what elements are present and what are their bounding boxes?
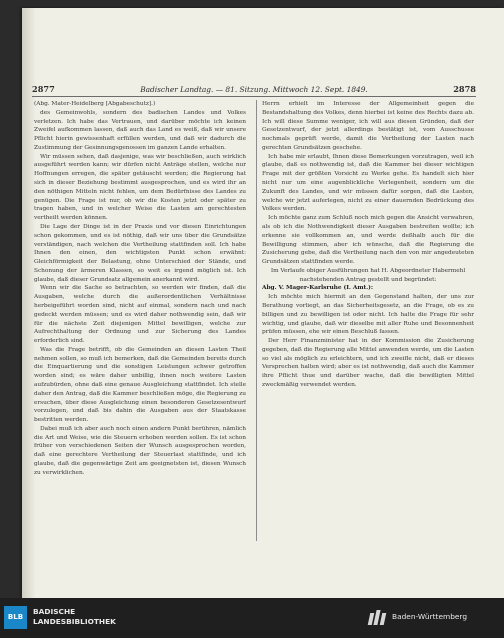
paragraph: Ich möchte mich hiermit an den Gegenstand halten, der uns zur Berathung vorliegt, an das Sicherheitsgesetz, an die Frage, ob es zu billigen und zu bewilligen ist oder nicht. Ich halte die Frage für sehr wichtig, und glaube, daß wir dieselbe mit aller Ruhe und Besonnenheit prüfen müssen, ehe wir einen Beschluß fassen. [262, 294, 474, 336]
motion-intro: Im Verlaufe obiger Ausführungen hat H. Abgeordneter Habermehl nachstehenden Antrag gestellt und begründet: [270, 267, 466, 283]
running-title: Badischer Landtag. — 81. Sitzung. Mittwoch 12. Sept. 1849. [140, 85, 368, 94]
speaker-heading: Abg. V. Mager-Karlsruhe (I. Amt.): [262, 285, 373, 292]
left-page-number: 2877 [32, 84, 55, 94]
speaker-line: (Abg. Mater-Heidelberg [Abgabeschutz].) [34, 101, 156, 107]
blb-logo[interactable]: BLB [4, 606, 27, 629]
paragraph: Der Herr Finanzminister hat in der Kommission die Zusicherung gegeben, daß die Regierung alle Mittel anwenden werde, um die Lasten so viel als möglich zu erleichtern, und ich zweifle nicht, daß er dieses Versprechen halten wird; aber es ist nothwendig, daß auch die Kammer ihre Pflicht thue und darüber wache, daß die bewilligten Mittel zweckmäßig verwendet werden. [262, 338, 474, 388]
paragraph: Wir müssen sehen, daß dasjenige, was wir beschließen, auch wirklich ausgeführt werden kann; wir dürfen nicht Anträge stellen, welche nur Hoffnungen erregen, die später getäuscht werden; die Regierung hat sich in dieser Beziehung bestimmt ausgesprochen, und es wird ihr an den nöthigen Mitteln nicht fehlen, um dem Bedürfnisse des Landes zu genügen. Die Frage ist nur, ob wir die Kosten jetzt oder später zu tragen haben, und in welcher Weise die Lasten am gerechtesten vertheilt werden können. [34, 153, 246, 222]
library-name-line2: LANDESBIBLIOTHEK [33, 617, 116, 626]
header-rule [32, 96, 476, 97]
right-page-number: 2878 [453, 84, 476, 94]
paragraph: Wenn wir die Sache so betrachten, so werden wir finden, daß die Ausgaben, welche durch die außerordentlichen Verhältnisse herbeigeführt worden sind, nicht auf einmal, sondern nach und nach gedeckt werden müssen; und es wird daher nothwendig sein, daß wir für die nächste Zeit diejenigen Mittel bewilligen, welche zur Aufrechthaltung der Ordnung und zur Sicherung des Landes erforderlich sind. [34, 285, 246, 345]
paragraph: Dabei muß ich aber auch noch einen andern Punkt berühren, nämlich die Art und Weise, wie die Steuern erhoben werden sollen. Es ist schon früher von verschiedenen Seiten der Wunsch ausgesprochen worden, daß eine gerechtere Vertheilung der Steuerlast stattfinde, und ich glaube, daß die gegenwärtige Zeit am geeignetsten ist, diesen Wunsch zu verwirklichen. [34, 425, 246, 476]
left-text-column [34, 100, 246, 542]
column-divider [256, 100, 257, 541]
paragraph: Ich habe mir erlaubt, Ihnen diese Bemerkungen vorzutragen, weil ich glaube, daß es nothwendig ist, daß die Kammer bei dieser wichtigen Frage mit der größten Vorsicht zu Werke gehe. Es handelt sich hier nicht nur um eine augenblickliche Verlegenheit, sondern um die Zukunft des Landes, und wir müssen dafür sorgen, daß die Lasten, welche wir jetzt auferlegen, nicht zu einer dauernden Bedrückung des Volkes werden. [262, 153, 474, 213]
paragraph: Die Lage der Dinge ist in der Praxis und vor diesen Einrichtungen schon gekommen, und es ist nöthig, daß wir uns über die Grundsätze verständigen, nach welchen die Vertheilung stattfinden soll. Ich habe Ihnen den einen, den wichtigsten Punkt schon erwähnt: Gleichförmigkeit der Belastung, ohne Unterschied der Stände, und Schonung der ärmeren Klassen, so weit es irgend möglich ist. Ich glaube, daß dieser Grundsatz allgemein anerkannt wird. [34, 223, 246, 283]
library-name[interactable] [33, 607, 116, 627]
baden-wuerttemberg-emblem-icon [369, 609, 387, 625]
paragraph: Ich möchte ganz zum Schluß noch mich gegen die Ansicht verwahren, als ob ich die Nothwendigkeit dieser Ausgaben bestreiten wollte; ich erkenne sie vollkommen an, und werde deßhalb auch für die Bewilligung stimmen, aber ich wünsche, daß die Regierung die Zusicherung gebe, daß die Vertheilung nach den von mir angedeuteten Grundsätzen stattfinden werde. [262, 215, 474, 266]
right-text-column [262, 100, 474, 542]
state-name[interactable]: Baden-Württemberg [392, 612, 468, 621]
paragraph: Was die Frage betrifft, ob die Gemeinden an diesen Lasten Theil nehmen sollen, so muß ich bemerken, daß die Gemeinden bereits durch die Einquartierung und die sonstigen Leistungen schwer getroffen worden sind; es wäre daher unbillig, ihnen noch weitere Lasten aufzubürden, ohne daß eine genaue Ausgleichung stattfindet. Ich stelle daher den Antrag, daß die Kammer beschließen möge, die Regierung zu ersuchen, über diese Ausgleichung einen besonderen Gesetzesentwurf vorzulegen, und daß bis dahin die Ausgaben aus der Staatskasse bestritten werden. [34, 346, 246, 424]
paragraph: des Gemeinwohls, sondern des badischen Landes und Volkes verletzen. Ich habe das Vertrauen, und darüber möchte ich keinen Zweifel aufkommen lassen, daß auch das Land es weiß, daß wir unsere Pflicht hierin gewissenhaft erfüllen werden, und daß wir dadurch die Zustimmung der Gesinnungsgenossen im ganzen Lande erhalten. [34, 109, 246, 151]
library-name-line1: BADISCHE [33, 607, 76, 616]
paragraph: Herrn erhielt im Interesse der Allgemeinheit gegen die Bestandshaltung des Volkes, denn hierbei ist keine des Rechts dazu ab. Ich will diese Summe weniger, ich will aus diesen Gründen, daß der Gesetzentwurf, der jetzt allerdings bestätigt ist, vom Ausschusse nochmals geprüft werde, damit die Vertheilung der Lasten nach gerechten Grundsätzen geschehe. [262, 101, 474, 151]
